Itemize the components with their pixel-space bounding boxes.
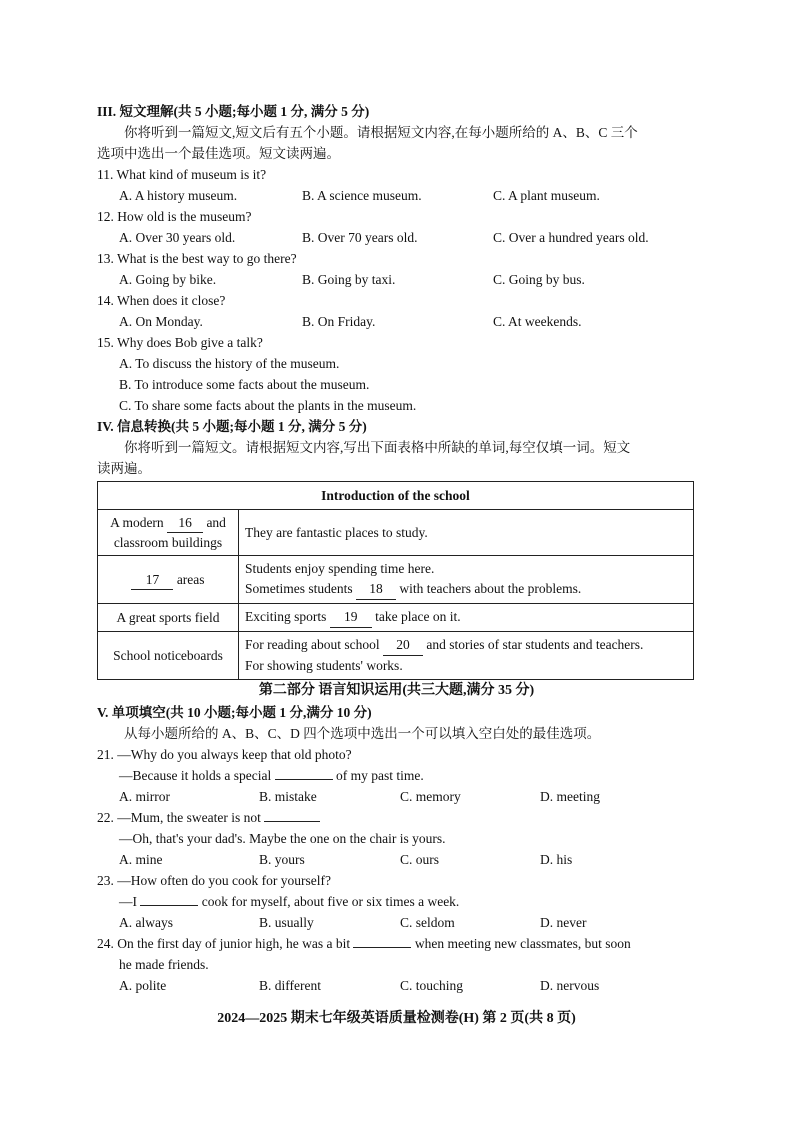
- table-title: Introduction of the school: [98, 482, 694, 510]
- row2-desc1: Students enjoy spending time here.: [245, 561, 435, 576]
- q22-option-d: D. his: [540, 852, 573, 867]
- part4-instruction-cont: 读两遍。: [97, 461, 151, 476]
- q14-option-c: C. At weekends.: [493, 314, 582, 329]
- part5-instruction: 从每小题所给的 A、B、C、D 四个选项中选出一个可以填入空白处的最佳选项。: [124, 726, 601, 741]
- row1-post: and: [206, 515, 226, 530]
- question-15: 15. Why does Bob give a talk?: [97, 335, 263, 350]
- q14-option-b: B. On Friday.: [302, 314, 376, 329]
- q24-option-a: A. polite: [119, 978, 167, 993]
- q13-option-a: A. Going by bike.: [119, 272, 217, 287]
- blank-19: 19: [330, 607, 372, 628]
- q24-line1-post: when meeting new classmates, but soon: [414, 936, 631, 951]
- q22-line2: —Oh, that's your dad's. Maybe the one on the chair is yours.: [119, 831, 446, 846]
- q11-option-b: B. A science museum.: [302, 188, 422, 203]
- q21-line2-pre: —Because it holds a special: [119, 768, 272, 783]
- q24-option-b: B. different: [259, 978, 321, 993]
- section2-title: 第二部分 语言知识运用(共三大题,满分 35 分): [258, 683, 535, 698]
- q11-option-c: C. A plant museum.: [493, 188, 600, 203]
- q21-line1: 21. —Why do you always keep that old photo?: [97, 747, 352, 762]
- q22-line1-text: 22. —Mum, the sweater is not: [97, 810, 261, 825]
- table-row4-label: School noticeboards: [98, 632, 239, 680]
- q23-option-d: D. never: [540, 915, 587, 930]
- q22-blank: [264, 821, 320, 822]
- q15-option-b: B. To introduce some facts about the museum.: [119, 377, 370, 392]
- q23-blank: [140, 905, 198, 906]
- q23-option-a: A. always: [119, 915, 173, 930]
- part5-heading: V. 单项填空(共 10 小题;每小题 1 分,满分 10 分): [97, 705, 372, 720]
- q12-option-a: A. Over 30 years old.: [119, 230, 236, 245]
- q24-line1: [97, 935, 631, 953]
- table-row2-desc: [239, 556, 694, 604]
- blank-17: 17: [131, 570, 173, 590]
- q12-option-b: B. Over 70 years old.: [302, 230, 418, 245]
- table-row2-label: [98, 556, 239, 604]
- q23-line2: [119, 893, 459, 911]
- blank-20: 20: [383, 635, 423, 656]
- row2-desc2-post: with teachers about the problems.: [399, 581, 582, 596]
- q21-option-a: A. mirror: [119, 789, 170, 804]
- part4-instruction: 你将听到一篇短文。请根据短文内容,写出下面表格中所缺的单词,每空仅填一词。短文: [124, 440, 631, 455]
- row3-desc-post: take place on it.: [375, 609, 461, 624]
- blank-16: 16: [167, 513, 203, 533]
- blank-18: 18: [356, 579, 396, 600]
- q21-line2-post: of my past time.: [335, 768, 424, 783]
- q24-option-d: D. nervous: [540, 978, 600, 993]
- question-14: 14. When does it close?: [97, 293, 226, 308]
- info-table: [97, 481, 694, 680]
- q24-line2: he made friends.: [119, 957, 209, 972]
- q23-line2-post: cook for myself, about five or six times a week.: [201, 894, 460, 909]
- q15-option-a: A. To discuss the history of the museum.: [119, 356, 340, 371]
- table-row1-label: [98, 510, 239, 556]
- part3-heading: III. 短文理解(共 5 小题;每小题 1 分, 满分 5 分): [97, 104, 370, 119]
- q24-line1-pre: 24. On the first day of junior high, he was a bit: [97, 936, 351, 951]
- q22-option-b: B. yours: [259, 852, 305, 867]
- row2-desc2-pre: Sometimes students: [245, 581, 353, 596]
- row1-line2: classroom buildings: [113, 535, 223, 550]
- q23-line1: 23. —How often do you cook for yourself?: [97, 873, 331, 888]
- q21-option-b: B. mistake: [259, 789, 317, 804]
- q21-option-d: D. meeting: [540, 789, 600, 804]
- question-11: 11. What kind of museum is it?: [97, 167, 267, 182]
- q23-option-b: B. usually: [259, 915, 314, 930]
- q13-option-b: B. Going by taxi.: [302, 272, 396, 287]
- part3-instruction: 你将听到一篇短文,短文后有五个小题。请根据短文内容,在每小题所给的 A、B、C 三个: [124, 125, 638, 140]
- question-13: 13. What is the best way to go there?: [97, 251, 297, 266]
- q22-option-a: A. mine: [119, 852, 163, 867]
- q12-option-c: C. Over a hundred years old.: [493, 230, 649, 245]
- q15-option-c: C. To share some facts about the plants in the museum.: [119, 398, 417, 413]
- q14-option-a: A. On Monday.: [119, 314, 203, 329]
- q22-line1: [97, 809, 320, 827]
- question-12: 12. How old is the museum?: [97, 209, 252, 224]
- q24-blank: [353, 947, 411, 948]
- q24-option-c: C. touching: [400, 978, 463, 993]
- q23-option-c: C. seldom: [400, 915, 455, 930]
- part3-instruction-cont: 选项中选出一个最佳选项。短文读两遍。: [97, 146, 340, 161]
- q21-blank: [275, 779, 333, 780]
- table-row3-label: A great sports field: [98, 604, 239, 632]
- row4-desc2: For showing students' works.: [245, 658, 403, 673]
- row2-post: areas: [176, 571, 205, 587]
- q11-option-a: A. A history museum.: [119, 188, 238, 203]
- row3-desc-pre: Exciting sports: [245, 609, 327, 624]
- row4-desc1-pre: For reading about school: [245, 637, 380, 652]
- row1-pre: A modern: [110, 515, 164, 530]
- part4-heading: IV. 信息转换(共 5 小题;每小题 1 分, 满分 5 分): [97, 419, 367, 434]
- table-row1-desc: They are fantastic places to study.: [239, 510, 694, 556]
- q22-option-c: C. ours: [400, 852, 440, 867]
- table-row3-desc: [239, 604, 694, 632]
- table-row4-desc: [239, 632, 694, 680]
- q23-line2-pre: —I: [119, 894, 137, 909]
- q13-option-c: C. Going by bus.: [493, 272, 585, 287]
- q21-line2: [119, 767, 424, 785]
- row4-desc1-post: and stories of star students and teachers.: [426, 637, 644, 652]
- q21-option-c: C. memory: [400, 789, 461, 804]
- page-footer: 2024—2025 期末七年级英语质量检测卷(H) 第 2 页(共 8 页): [217, 1011, 576, 1026]
